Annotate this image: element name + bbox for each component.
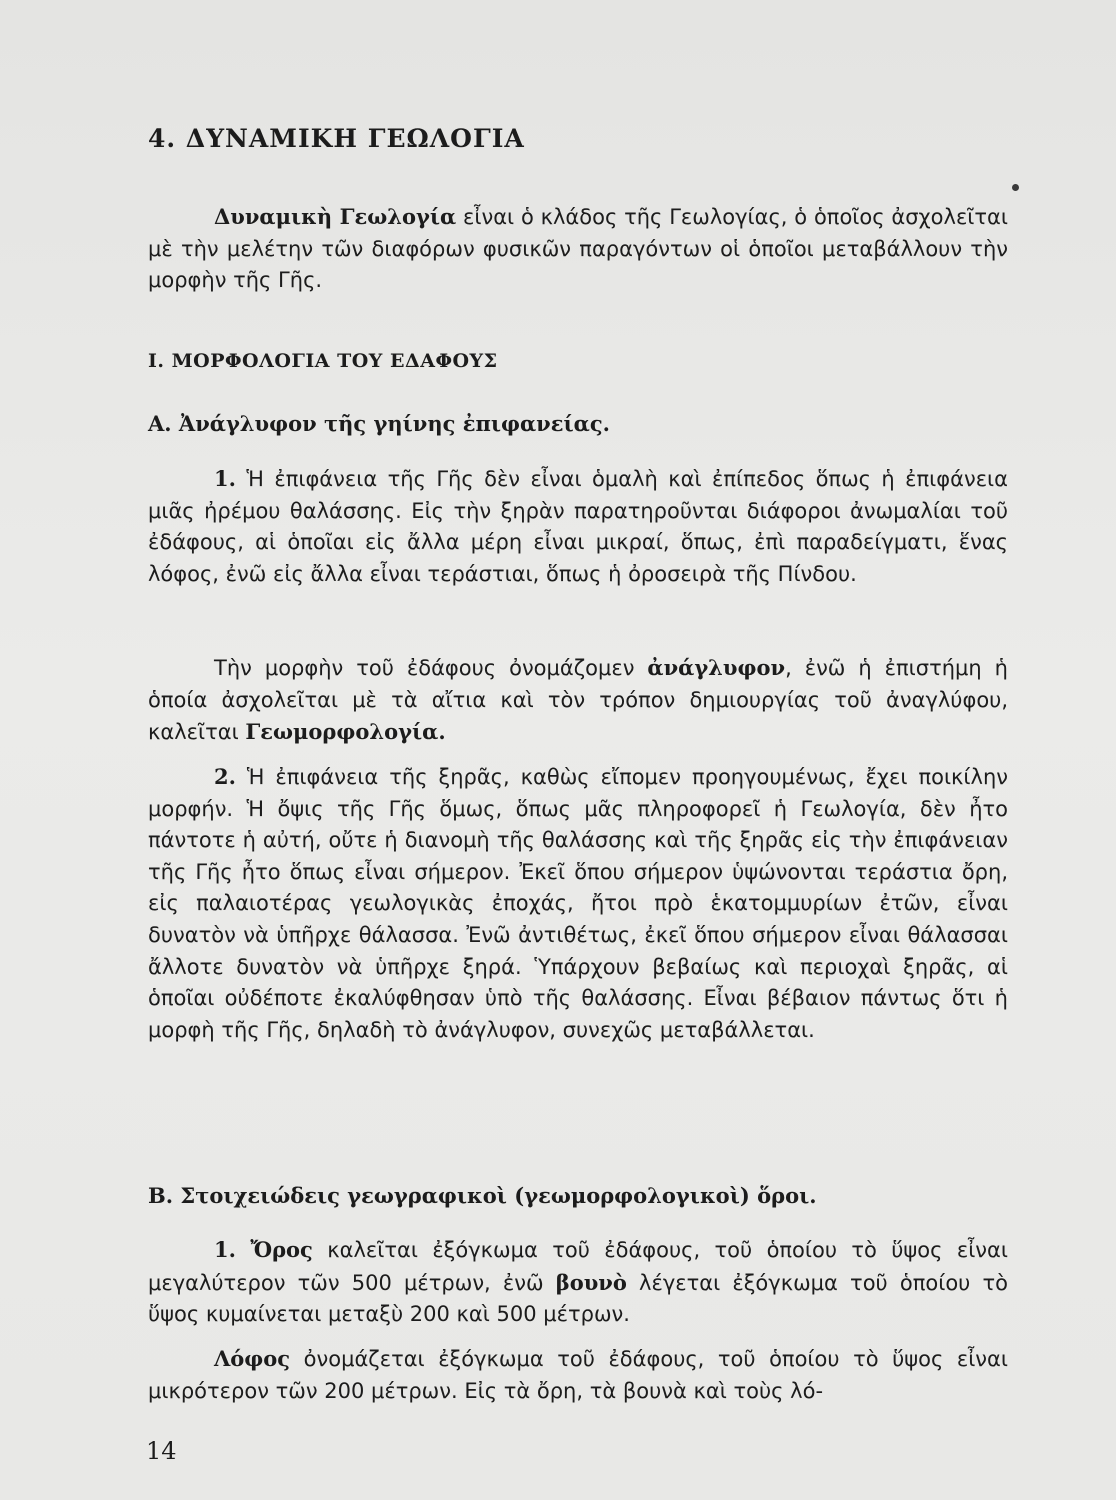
paragraph-text: ὀνομάζεται ἐξόγκωμα τοῦ ἐδάφους, τοῦ ὁποίου τὸ ὕψος εἶναι μικρότερον τῶν 200 μέτρων. Εἰς τὰ ὄρη, τὰ βουνὰ καὶ τοὺς λό- bbox=[148, 1347, 1008, 1403]
paragraph-number: 1. bbox=[214, 1237, 236, 1262]
paragraph-text: Ἡ ἐπιφάνεια τῆς Γῆς δὲν εἶναι ὁμαλὴ καὶ ἐπίπεδος ὅπως ἡ ἐπιφάνεια μιᾶς ἠρέμου θαλάσσης. Εἰς τὴν ξηρὰν παρατηροῦνται διάφοροι ἀνωμαλίαι τοῦ ἐδάφους, αἱ ὁποῖαι εἰς ἄλλα μέρη εἶναι μικραί, ὅπως, ἐπὶ παραδείγματι, ἕνας λόφος, ἐνῶ εἰς ἄλλα εἶναι τεράστιαι, ὅπως ἡ ὀροσειρὰ τῆς Πίνδου. bbox=[148, 467, 1008, 586]
term-vouno: βουνὸ bbox=[555, 1269, 627, 1295]
paragraph-text: Ἡ ἐπιφάνεια τῆς ξηρᾶς, καθὼς εἴπομεν προηγουμένως, ἔχει ποικίλην μορφήν. Ἡ ὄψις τῆς Γῆς ὅμως, ὅπως μᾶς πληροφορεῖ ἡ Γεωλογία, δὲν ἦτο πάντοτε ἡ αὐτή, οὔτε ἡ διανομὴ τῆς θαλάσσης καὶ τῆς ξηρᾶς εἰς τὴν ἐπιφάνειαν τῆς Γῆς ἦτο ὅπως εἶναι σήμερον. Ἐκεῖ ὅπου σήμερον ὑψώνονται τεράστια ὄρη, εἰς παλαιοτέρας γεωλογικὰς ἐποχάς, ἤτοι πρὸ ἑκατομμυρίων ἐτῶν, εἶναι δυνατὸν νὰ ὑπῆρχε θάλασσα. Ἐνῶ ἀντιθέτως, ἐκεῖ ὅπου σήμερον εἶναι θάλασσαι ἄλλοτε δυνατὸν νὰ ὑπῆρχε ξηρά. Ὑπάρχουν βεβαίως καὶ περιοχαὶ ξηρᾶς, αἱ ὁποῖαι οὐδέποτε ἐκαλύφθησαν ὑπὸ τῆς θαλάσσης. Εἶναι βέβαιον πάντως ὅτι ἡ μορφὴ τῆς Γῆς, δηλαδὴ τὸ ἀνάγλυφον, συνεχῶς μεταβάλλεται. bbox=[148, 765, 1008, 1042]
intro-term: Δυναμικὴ Γεωλογία bbox=[214, 204, 457, 229]
paragraph-text: λέγεται ἐξόγκωμα τοῦ ὁποίου τὸ ὕψος κυμαίνεται μεταξὺ 200 καὶ 500 μέτρων. bbox=[148, 1270, 1008, 1327]
term-anaglyphon: ἀνάγλυφον bbox=[647, 655, 786, 680]
term-oros: Ὄρος bbox=[250, 1237, 313, 1262]
ink-speck bbox=[1012, 184, 1019, 191]
section-title: I. ΜΟΡΦΟΛΟΓΙΑ ΤΟΥ ΕΔΑΦΟΥΣ bbox=[148, 350, 498, 372]
page-number: 14 bbox=[146, 1437, 177, 1465]
subsection-a-paragraph-3 bbox=[148, 761, 1008, 1046]
paragraph-text: καλεῖται ἐξόγκωμα τοῦ ἐδάφους, τοῦ ὁποίου τὸ ὕψος εἶναι μεγαλύτερον τῶν 500 μέτρων, ἐνῶ bbox=[148, 1238, 1008, 1295]
subsection-a-title: Α. Ἀνάγλυφον τῆς γηίνης ἐπιφανείας. bbox=[148, 411, 610, 436]
paragraph-number: 1. bbox=[214, 466, 236, 491]
subsection-b-title: Β. Στοιχειώδεις γεωγραφικοὶ (γεωμορφολογικοὶ) ὅροι. bbox=[148, 1183, 817, 1208]
intro-paragraph bbox=[148, 201, 1008, 297]
subsection-b-paragraph-1 bbox=[148, 1234, 1008, 1331]
intro-text: εἶναι ὁ κλάδος τῆς Γεωλογίας, ὁ ὁποῖος ἀσχολεῖται μὲ τὴν μελέτην τῶν διαφόρων φυσικῶν παραγόντων οἱ ὁποῖοι μεταβάλλουν τὴν μορφὴν τῆς Γῆς. bbox=[148, 205, 1008, 293]
subsection-a-paragraph-2 bbox=[148, 652, 1008, 749]
term-lofos: Λόφος bbox=[214, 1346, 291, 1371]
paragraph-number: 2. bbox=[214, 764, 236, 789]
term-geomorphology: Γεωμορφολογία. bbox=[245, 719, 446, 745]
chapter-heading: 4. ΔΥΝΑΜΙΚΗ ΓΕΩΛΟΓΙΑ bbox=[148, 124, 525, 153]
paragraph-text: Τὴν μορφὴν τοῦ ἐδάφους ὀνομάζομεν bbox=[214, 656, 648, 680]
subsection-a-paragraph-1 bbox=[148, 463, 1008, 590]
paragraph-text: , ἐνῶ ἡ ἐπιστήμη ἡ ὁποία ἀσχολεῖται μὲ τὰ αἴτια καὶ τὸν τρόπον δημιουργίας τοῦ ἀναγλύφου, καλεῖται bbox=[148, 656, 1008, 745]
subsection-b-paragraph-2 bbox=[148, 1343, 1008, 1407]
